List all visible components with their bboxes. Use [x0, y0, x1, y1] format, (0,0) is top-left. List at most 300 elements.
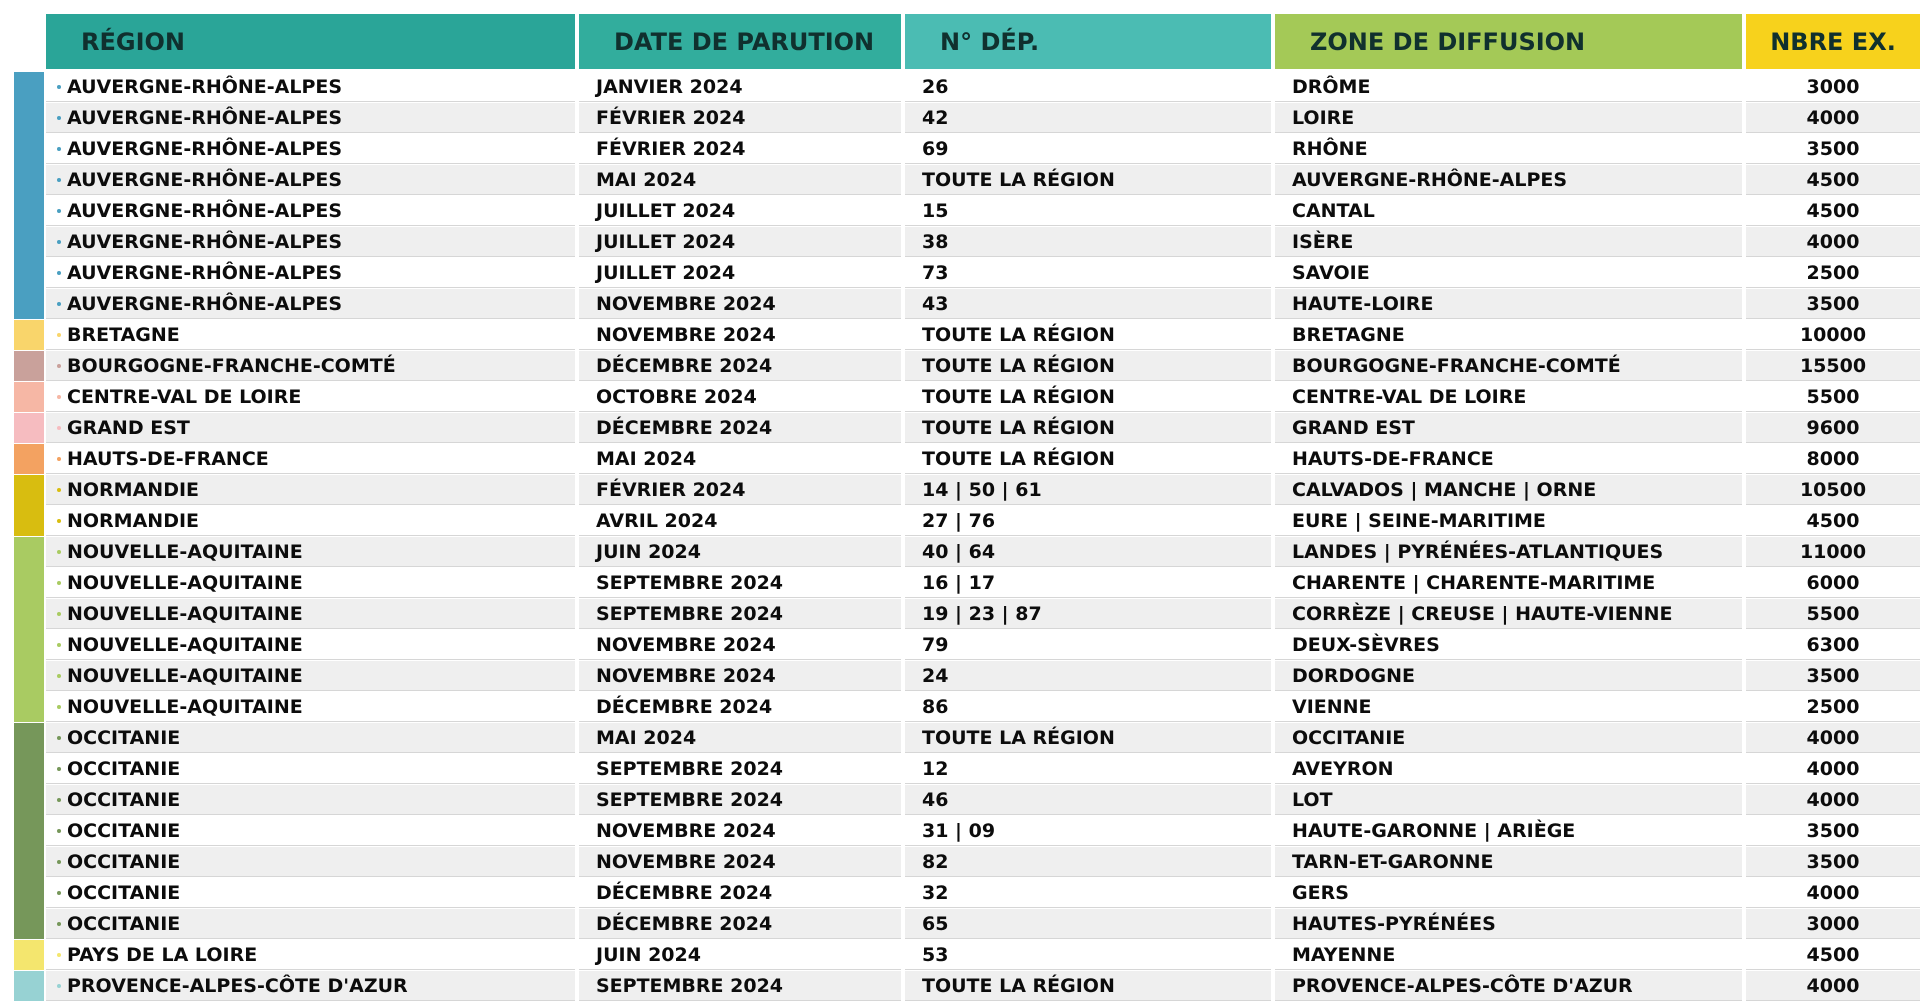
cell-region	[46, 289, 575, 319]
cell-region	[46, 971, 575, 1001]
cell-zone-text: BOURGOGNE-FRANCHE-COMTÉ	[1292, 354, 1621, 377]
cell-region	[46, 723, 575, 753]
cell-date-text: JUILLET 2024	[596, 199, 736, 222]
cell-zone	[1275, 754, 1742, 784]
cell-nbre	[1746, 909, 1920, 939]
region-band	[14, 382, 44, 412]
cell-nbre	[1746, 537, 1920, 567]
table-row	[46, 971, 1920, 1002]
cell-zone	[1275, 196, 1742, 226]
bullet-icon	[57, 209, 61, 213]
cell-nbre-text: 2500	[1806, 261, 1860, 284]
table-row	[46, 444, 1920, 475]
cell-dep-text: 19 | 23 | 87	[922, 602, 1042, 625]
cell-nbre-text: 4000	[1806, 788, 1860, 811]
cell-nbre	[1746, 692, 1920, 722]
bullet-icon	[57, 612, 61, 616]
cell-date	[579, 196, 901, 226]
cell-date-text: JUILLET 2024	[596, 261, 736, 284]
bullet-icon	[57, 953, 61, 957]
cell-nbre-text: 4000	[1806, 757, 1860, 780]
bullet-icon	[57, 891, 61, 895]
cell-region	[46, 847, 575, 877]
cell-date	[579, 320, 901, 350]
cell-nbre	[1746, 816, 1920, 846]
cell-date-text: DÉCEMBRE 2024	[596, 354, 773, 377]
cell-region-text: OCCITANIE	[67, 726, 181, 749]
cell-date	[579, 568, 901, 598]
cell-region-text: AUVERGNE-RHÔNE-ALPES	[67, 75, 343, 98]
cell-date	[579, 444, 901, 474]
cell-region	[46, 692, 575, 722]
cell-date-text: FÉVRIER 2024	[596, 137, 746, 160]
table-row	[46, 413, 1920, 444]
cell-dep-text: TOUTE LA RÉGION	[922, 385, 1115, 408]
cell-zone-text: LOT	[1292, 788, 1333, 811]
cell-dep-text: 86	[922, 695, 949, 718]
table-row	[46, 506, 1920, 537]
cell-zone	[1275, 940, 1742, 970]
cell-date	[579, 723, 901, 753]
bullet-icon	[57, 395, 61, 399]
cell-region	[46, 506, 575, 536]
cell-region-text: NOUVELLE-AQUITAINE	[67, 540, 303, 563]
cell-date-text: DÉCEMBRE 2024	[596, 416, 773, 439]
cell-dep	[905, 320, 1271, 350]
cell-dep-text: 15	[922, 199, 949, 222]
region-band	[14, 475, 44, 536]
cell-date	[579, 940, 901, 970]
cell-region-text: AUVERGNE-RHÔNE-ALPES	[67, 168, 343, 191]
cell-date	[579, 630, 901, 660]
table-row	[46, 816, 1920, 847]
cell-nbre	[1746, 134, 1920, 164]
cell-date	[579, 72, 901, 102]
cell-nbre	[1746, 444, 1920, 474]
cell-nbre-text: 9600	[1806, 416, 1860, 439]
cell-dep	[905, 444, 1271, 474]
cell-dep	[905, 661, 1271, 691]
cell-dep	[905, 72, 1271, 102]
cell-dep-text: 73	[922, 261, 949, 284]
cell-region-text: NOUVELLE-AQUITAINE	[67, 695, 303, 718]
cell-date-text: AVRIL 2024	[596, 509, 718, 532]
bullet-icon	[57, 426, 61, 430]
table-row	[46, 227, 1920, 258]
cell-nbre	[1746, 196, 1920, 226]
cell-zone	[1275, 599, 1742, 629]
table-row	[46, 878, 1920, 909]
table-row	[46, 134, 1920, 165]
bullet-icon	[57, 922, 61, 926]
cell-zone	[1275, 785, 1742, 815]
cell-nbre-text: 3500	[1806, 137, 1860, 160]
table-row	[46, 785, 1920, 816]
region-band	[14, 351, 44, 381]
table-row	[46, 289, 1920, 320]
cell-date	[579, 785, 901, 815]
cell-date-text: SEPTEMBRE 2024	[596, 757, 784, 780]
cell-nbre-text: 4500	[1806, 168, 1860, 191]
cell-date	[579, 909, 901, 939]
table-row	[46, 382, 1920, 413]
cell-dep	[905, 506, 1271, 536]
cell-nbre	[1746, 568, 1920, 598]
cell-zone-text: CORRÈZE | CREUSE | HAUTE-VIENNE	[1292, 602, 1673, 625]
cell-zone-text: HAUTE-GARONNE | ARIÈGE	[1292, 819, 1576, 842]
cell-dep-text: 42	[922, 106, 949, 129]
header-dep-label: N° DÉP.	[940, 27, 1040, 56]
cell-nbre-text: 3500	[1806, 850, 1860, 873]
cell-date	[579, 661, 901, 691]
header-nbre	[1746, 14, 1920, 69]
cell-zone-text: GERS	[1292, 881, 1349, 904]
cell-region-text: OCCITANIE	[67, 819, 181, 842]
cell-nbre-text: 2500	[1806, 695, 1860, 718]
cell-nbre-text: 6000	[1806, 571, 1860, 594]
cell-dep	[905, 289, 1271, 319]
cell-date-text: DÉCEMBRE 2024	[596, 695, 773, 718]
cell-date	[579, 878, 901, 908]
cell-date-text: JANVIER 2024	[596, 75, 743, 98]
cell-region-text: NORMANDIE	[67, 478, 200, 501]
cell-zone-text: TARN-ET-GARONNE	[1292, 850, 1494, 873]
cell-region-text: PAYS DE LA LOIRE	[67, 943, 258, 966]
cell-nbre	[1746, 258, 1920, 288]
cell-date	[579, 971, 901, 1001]
cell-nbre	[1746, 289, 1920, 319]
cell-zone-text: AVEYRON	[1292, 757, 1394, 780]
cell-nbre	[1746, 940, 1920, 970]
bullet-icon	[57, 705, 61, 709]
cell-dep-text: 27 | 76	[922, 509, 996, 532]
cell-dep	[905, 227, 1271, 257]
cell-zone-text: HAUTS-DE-FRANCE	[1292, 447, 1494, 470]
cell-dep	[905, 258, 1271, 288]
cell-zone	[1275, 320, 1742, 350]
bullet-icon	[57, 736, 61, 740]
cell-region-text: BRETAGNE	[67, 323, 180, 346]
cell-nbre	[1746, 320, 1920, 350]
cell-dep	[905, 134, 1271, 164]
cell-zone-text: AUVERGNE-RHÔNE-ALPES	[1292, 168, 1568, 191]
cell-dep	[905, 165, 1271, 195]
cell-dep-text: 24	[922, 664, 949, 687]
cell-nbre	[1746, 165, 1920, 195]
cell-zone	[1275, 878, 1742, 908]
cell-region	[46, 754, 575, 784]
cell-region	[46, 103, 575, 133]
cell-date-text: NOVEMBRE 2024	[596, 292, 776, 315]
region-band	[14, 723, 44, 939]
cell-zone-text: DRÔME	[1292, 75, 1371, 98]
cell-date-text: NOVEMBRE 2024	[596, 664, 776, 687]
cell-region	[46, 630, 575, 660]
cell-region	[46, 72, 575, 102]
cell-region	[46, 351, 575, 381]
cell-dep	[905, 475, 1271, 505]
cell-region	[46, 537, 575, 567]
cell-nbre	[1746, 475, 1920, 505]
header-zone-label: ZONE DE DIFFUSION	[1310, 27, 1586, 56]
cell-region-text: NOUVELLE-AQUITAINE	[67, 664, 303, 687]
header-region-label: RÉGION	[81, 27, 185, 56]
cell-dep-text: 16 | 17	[922, 571, 996, 594]
cell-dep	[905, 537, 1271, 567]
cell-region	[46, 568, 575, 598]
cell-date	[579, 413, 901, 443]
bullet-icon	[57, 147, 61, 151]
cell-nbre-text: 8000	[1806, 447, 1860, 470]
cell-zone	[1275, 847, 1742, 877]
bullet-icon	[57, 116, 61, 120]
cell-zone-text: CHARENTE | CHARENTE-MARITIME	[1292, 571, 1656, 594]
cell-dep	[905, 103, 1271, 133]
cell-nbre-text: 3500	[1806, 664, 1860, 687]
cell-region-text: HAUTS-DE-FRANCE	[67, 447, 269, 470]
cell-zone	[1275, 537, 1742, 567]
cell-region-text: AUVERGNE-RHÔNE-ALPES	[67, 292, 343, 315]
cell-nbre-text: 4000	[1806, 881, 1860, 904]
cell-zone	[1275, 351, 1742, 381]
cell-dep	[905, 816, 1271, 846]
cell-dep	[905, 847, 1271, 877]
cell-nbre-text: 4000	[1806, 106, 1860, 129]
table-row	[46, 847, 1920, 878]
cell-region	[46, 940, 575, 970]
cell-dep	[905, 413, 1271, 443]
cell-region-text: CENTRE-VAL DE LOIRE	[67, 385, 302, 408]
cell-nbre-text: 4000	[1806, 726, 1860, 749]
cell-dep-text: 40 | 64	[922, 540, 996, 563]
cell-zone-text: RHÔNE	[1292, 137, 1368, 160]
cell-zone	[1275, 444, 1742, 474]
bullet-icon	[57, 240, 61, 244]
cell-dep-text: TOUTE LA RÉGION	[922, 974, 1115, 997]
cell-dep-text: TOUTE LA RÉGION	[922, 726, 1115, 749]
cell-date-text: NOVEMBRE 2024	[596, 323, 776, 346]
cell-region-text: OCCITANIE	[67, 850, 181, 873]
table-row	[46, 475, 1920, 506]
cell-zone	[1275, 289, 1742, 319]
region-band	[14, 444, 44, 474]
cell-nbre	[1746, 413, 1920, 443]
cell-nbre	[1746, 785, 1920, 815]
cell-zone	[1275, 165, 1742, 195]
cell-zone	[1275, 661, 1742, 691]
header-nbre-label: NBRE EX.	[1770, 27, 1896, 56]
cell-nbre-text: 3000	[1806, 75, 1860, 98]
cell-region-text: OCCITANIE	[67, 788, 181, 811]
cell-dep-text: 69	[922, 137, 949, 160]
cell-date-text: NOVEMBRE 2024	[596, 850, 776, 873]
region-band	[14, 971, 44, 1001]
cell-date-text: NOVEMBRE 2024	[596, 633, 776, 656]
cell-dep	[905, 909, 1271, 939]
cell-dep	[905, 351, 1271, 381]
cell-zone	[1275, 475, 1742, 505]
cell-dep	[905, 940, 1271, 970]
table-row	[46, 258, 1920, 289]
cell-zone-text: VIENNE	[1292, 695, 1372, 718]
cell-dep-text: 46	[922, 788, 949, 811]
cell-zone	[1275, 692, 1742, 722]
cell-zone-text: CALVADOS | MANCHE | ORNE	[1292, 478, 1597, 501]
cell-date-text: SEPTEMBRE 2024	[596, 602, 784, 625]
header-date-label: DATE DE PARUTION	[614, 27, 875, 56]
cell-date	[579, 165, 901, 195]
cell-date-text: OCTOBRE 2024	[596, 385, 757, 408]
cell-region-text: NOUVELLE-AQUITAINE	[67, 571, 303, 594]
region-band	[14, 413, 44, 443]
cell-dep-text: TOUTE LA RÉGION	[922, 168, 1115, 191]
cell-nbre-text: 4500	[1806, 199, 1860, 222]
cell-zone-text: LOIRE	[1292, 106, 1355, 129]
cell-date	[579, 258, 901, 288]
cell-dep-text: 12	[922, 757, 949, 780]
header-date	[579, 14, 901, 69]
cell-date	[579, 816, 901, 846]
cell-nbre	[1746, 878, 1920, 908]
cell-date	[579, 506, 901, 536]
cell-region	[46, 909, 575, 939]
cell-region	[46, 413, 575, 443]
cell-date	[579, 103, 901, 133]
cell-nbre	[1746, 754, 1920, 784]
cell-region-text: NOUVELLE-AQUITAINE	[67, 633, 303, 656]
cell-date-text: JUIN 2024	[596, 540, 701, 563]
cell-dep-text: 38	[922, 230, 949, 253]
cell-nbre-text: 4000	[1806, 230, 1860, 253]
cell-dep-text: 53	[922, 943, 949, 966]
cell-zone-text: OCCITANIE	[1292, 726, 1406, 749]
cell-region	[46, 785, 575, 815]
cell-region	[46, 816, 575, 846]
cell-nbre-text: 5500	[1806, 385, 1860, 408]
cell-nbre	[1746, 630, 1920, 660]
cell-nbre	[1746, 506, 1920, 536]
cell-zone-text: GRAND EST	[1292, 416, 1415, 439]
bullet-icon	[57, 860, 61, 864]
cell-region-text: BOURGOGNE-FRANCHE-COMTÉ	[67, 354, 396, 377]
cell-zone-text: DORDOGNE	[1292, 664, 1415, 687]
cell-date	[579, 847, 901, 877]
table-row	[46, 630, 1920, 661]
cell-zone	[1275, 506, 1742, 536]
cell-date-text: JUIN 2024	[596, 943, 701, 966]
cell-zone-text: BRETAGNE	[1292, 323, 1405, 346]
cell-zone-text: EURE | SEINE-MARITIME	[1292, 509, 1546, 532]
cell-date	[579, 382, 901, 412]
table-row	[46, 351, 1920, 382]
cell-date-text: DÉCEMBRE 2024	[596, 881, 773, 904]
cell-nbre-text: 10000	[1799, 323, 1867, 346]
cell-nbre	[1746, 351, 1920, 381]
table-row	[46, 661, 1920, 692]
cell-zone	[1275, 227, 1742, 257]
bullet-icon	[57, 457, 61, 461]
bullet-icon	[57, 178, 61, 182]
cell-date	[579, 227, 901, 257]
cell-date	[579, 134, 901, 164]
cell-dep-text: TOUTE LA RÉGION	[922, 354, 1115, 377]
cell-nbre-text: 11000	[1799, 540, 1867, 563]
cell-region	[46, 878, 575, 908]
table-row	[46, 692, 1920, 723]
cell-zone	[1275, 258, 1742, 288]
cell-dep	[905, 971, 1271, 1001]
cell-dep	[905, 785, 1271, 815]
cell-zone	[1275, 568, 1742, 598]
bullet-icon	[57, 550, 61, 554]
cell-nbre-text: 3500	[1806, 292, 1860, 315]
table-row	[46, 909, 1920, 940]
bullet-icon	[57, 302, 61, 306]
bullet-icon	[57, 271, 61, 275]
cell-date	[579, 475, 901, 505]
cell-zone-text: DEUX-SÈVRES	[1292, 633, 1440, 656]
cell-region-text: GRAND EST	[67, 416, 190, 439]
cell-dep	[905, 599, 1271, 629]
bullet-icon	[57, 674, 61, 678]
cell-date-text: DÉCEMBRE 2024	[596, 912, 773, 935]
cell-dep-text: 79	[922, 633, 949, 656]
cell-nbre-text: 5500	[1806, 602, 1860, 625]
cell-nbre-text: 4000	[1806, 974, 1860, 997]
cell-zone-text: LANDES | PYRÉNÉES-ATLANTIQUES	[1292, 540, 1664, 563]
cell-zone	[1275, 909, 1742, 939]
cell-dep-text: 65	[922, 912, 949, 935]
cell-dep-text: TOUTE LA RÉGION	[922, 323, 1115, 346]
cell-region	[46, 196, 575, 226]
bullet-icon	[57, 488, 61, 492]
cell-region	[46, 661, 575, 691]
cell-nbre	[1746, 847, 1920, 877]
cell-zone	[1275, 630, 1742, 660]
cell-region-text: OCCITANIE	[67, 757, 181, 780]
cell-region	[46, 382, 575, 412]
cell-dep	[905, 692, 1271, 722]
table-row	[46, 940, 1920, 971]
cell-nbre-text: 3000	[1806, 912, 1860, 935]
header-region	[46, 14, 575, 69]
cell-date-text: SEPTEMBRE 2024	[596, 974, 784, 997]
cell-dep-text: 14 | 50 | 61	[922, 478, 1042, 501]
bullet-icon	[57, 364, 61, 368]
cell-dep-text: 32	[922, 881, 949, 904]
cell-date	[579, 599, 901, 629]
cell-region-text: AUVERGNE-RHÔNE-ALPES	[67, 199, 343, 222]
cell-nbre	[1746, 103, 1920, 133]
cell-region	[46, 444, 575, 474]
cell-date-text: MAI 2024	[596, 447, 697, 470]
cell-dep	[905, 568, 1271, 598]
cell-dep-text: 31 | 09	[922, 819, 996, 842]
cell-nbre-text: 4500	[1806, 943, 1860, 966]
cell-date-text: SEPTEMBRE 2024	[596, 788, 784, 811]
table-row	[46, 599, 1920, 630]
cell-date	[579, 537, 901, 567]
cell-zone	[1275, 134, 1742, 164]
cell-date	[579, 754, 901, 784]
cell-zone-text: CANTAL	[1292, 199, 1375, 222]
cell-region	[46, 258, 575, 288]
cell-dep	[905, 723, 1271, 753]
cell-date-text: MAI 2024	[596, 168, 697, 191]
region-band	[14, 537, 44, 722]
region-band	[14, 72, 44, 319]
cell-zone-text: HAUTES-PYRÉNÉES	[1292, 912, 1496, 935]
